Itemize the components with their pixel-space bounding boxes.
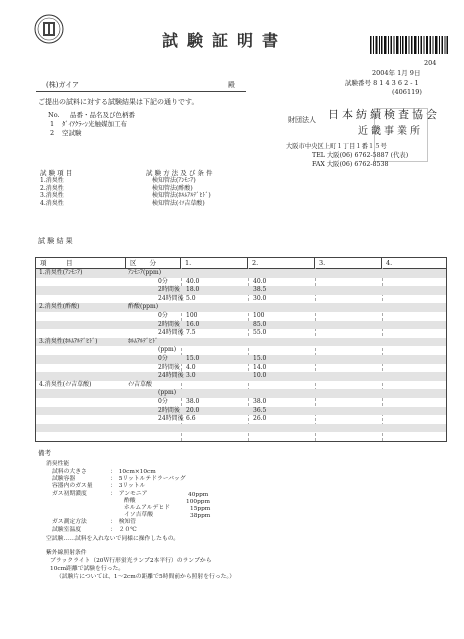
table-row [36,372,446,381]
test-item: 4.消臭性 [40,199,64,207]
cell-div: 2時間後 [158,363,180,371]
cell-c2: 26.0 [253,415,267,423]
remarks-title: 備考 [38,449,51,457]
table-row [36,364,446,373]
remark-label: 容器内のガス量 [52,483,93,490]
tests-item-header: 試 験 項 目 [40,169,73,177]
cell-c1: 7.5 [186,329,196,337]
cell-item: 2.消臭性(酢酸) [39,303,80,311]
cell-c2: 40.0 [253,277,267,285]
table-row [36,269,446,278]
table-row [36,415,446,424]
sub-number: (406119) [392,88,422,96]
remark-label: 試験容器 [52,476,76,483]
header-division: 区 分 [126,258,181,268]
remark-value: 酢酸 [124,497,136,504]
cell-c2: 36.5 [253,406,267,414]
results-body [36,269,446,441]
table-row [36,303,446,312]
cell-div: 0分 [158,311,168,319]
results-header-row [36,258,446,269]
remark-value: ： 検知管 [110,519,137,526]
table-row [36,432,446,441]
remark-value: ： 5リットルテドラーバッグ [110,476,186,483]
header-item: 項 目 [36,258,126,268]
test-item: 1.消臭性 [40,177,64,184]
cell-div: ｲｿ吉草酸 [128,380,153,388]
issuer-fax: FAX 大阪(06) 6762-8538 [312,161,389,168]
cell-div: 2時間後 [158,406,180,414]
remark-label: ガス初期濃度 [52,490,87,497]
deodorization-title: 消臭性能 [46,461,70,467]
conc-ammonia: 40ppm [188,492,209,498]
cell-div: 24時間後 [158,415,184,423]
cell-div: ﾎﾙﾑｱﾙﾃﾞﾋﾄﾞ [128,337,159,345]
results-table [35,257,447,442]
cell-div: 0分 [158,277,168,285]
cell-div: (ppm) [158,346,177,354]
table-row [36,312,446,321]
tests-method-header: 試 験 方 法 及 び 条 件 [146,169,213,177]
table-row [36,295,446,304]
remark-value: ： アンモニア [110,490,148,497]
test-method: 検知管法(酢酸) [152,184,193,192]
issuer-org: 日本紡績検査協会 [328,108,440,121]
cell-c2: 15.0 [253,354,267,362]
cell-c2: 14.0 [253,363,267,371]
cell-c1: 18.0 [186,286,200,294]
test-item: 2.消臭性 [40,184,64,192]
cell-item: 4.消臭性(ｲｿ吉草酸) [39,380,92,388]
cell-c2: 38.5 [253,286,267,294]
results-title: 試 験 結 果 [38,237,73,245]
cell-c2: 10.0 [253,372,267,380]
issuer-address: 大阪市中央区上町１丁目１番１５号 [286,143,387,150]
table-row [36,407,446,416]
table-row [36,321,446,330]
table-row [36,355,446,364]
test-method: 検知管法(ｲｿ吉草酸) [152,199,205,207]
uv-line-3: （試験片については、1～2cmの距離で5時間前から照射を行った。） [56,574,236,580]
cell-div: 0分 [158,354,168,362]
issuer-tel: TEL 大阪(06) 6762-5887 (代表) [312,152,409,159]
client-name: (株)ガイア [46,81,80,89]
conc-formaldehyde: 15ppm [190,506,211,512]
cell-c2: 85.0 [253,320,267,328]
remark-label: 試料の大きさ [52,469,87,475]
sample-name-2: 空試験 [62,129,82,137]
cell-c1: 20.0 [186,406,200,414]
header-col3: 3. [315,258,382,268]
table-row [36,424,446,433]
cell-div: 2時間後 [158,286,180,294]
remark-value: ： 10cm×10cm [110,469,156,475]
header-col4: 4. [386,259,393,267]
cell-div: 酢酸(ppm) [128,303,159,311]
cell-c1: 15.0 [186,354,200,362]
issuer-branch: 近畿事業所 [358,126,423,137]
uv-line-1: ブラックライト（20Ｗ行形蛍光ランプ2本平行）のランプから [50,558,212,564]
cell-c2: 55.0 [253,329,267,337]
conc-acetic: 100ppm [186,499,210,505]
test-method: 検知管法(ｱﾝﾓﾆｱ) [152,177,196,184]
cell-c1: 4.0 [186,363,196,371]
doc-code: 204 [424,59,437,67]
remark-value: ホルムアルデヒド [124,505,170,511]
barcode-icon [370,36,448,54]
cell-c1: 3.0 [186,372,196,380]
issuer-prefix: 財団法人 [288,116,316,124]
issue-date: 2004年 1月 9日 [372,69,421,77]
table-row [36,338,446,347]
seal-logo-icon [34,14,64,44]
header-col2: 2. [248,258,315,268]
table-row [36,278,446,287]
cell-div: 24時間後 [158,372,184,380]
sample-name-1: ﾀﾞｲｱｸﾗｰﾝ光触媒加工布 [62,120,127,128]
cell-div: ｱﾝﾓﾆｱ(ppm) [128,269,162,276]
test-item: 3.消臭性 [40,192,64,199]
table-row [36,389,446,398]
test-number: 試験番号 8 1 4 3 6 2 - 1 [345,79,419,87]
remark-value: ： 3リットル [110,483,146,490]
cell-c1: 5.0 [186,294,196,302]
remark-label: ガス測定方法 [52,519,87,526]
cell-c2: 38.0 [253,397,267,405]
cell-item: 1.消臭性(ｱﾝﾓﾆｱ) [39,269,83,276]
remark-value: ： ２０℃ [110,526,137,533]
test-method: 検知管法(ﾎﾙﾑｱﾙﾃﾞﾋﾄﾞ) [152,192,211,199]
uv-line-2: 10cm距離で試験を行った。 [50,566,125,572]
cell-c2: 100 [253,311,265,319]
cell-div: 0分 [158,397,168,405]
sample-no-1: 1 [50,120,55,128]
cell-div: 2時間後 [158,320,180,328]
blank-note: 空試験……試料を入れないで同様に操作したもの。 [46,536,180,542]
sample-no-2: 2 [50,129,55,137]
sample-header: 品番・品名及び色柄番 [70,111,135,119]
remark-label: 試験室温度 [52,526,81,533]
cell-c1: 100 [186,311,198,319]
cell-c2: 30.0 [253,294,267,302]
table-row [36,398,446,407]
cell-c1: 38.0 [186,397,200,405]
header-col1: 1. [181,258,248,268]
cell-c1: 40.0 [186,277,200,285]
cell-c1: 6.6 [186,415,196,423]
cell-c1: 16.0 [186,320,200,328]
table-row [36,381,446,390]
uv-title: 紫外線照射条件 [46,550,87,556]
conc-isovaleric: 38ppm [190,513,211,519]
intro-text: ご提出の試料に対する試験結果は下記の通りです。 [38,98,199,106]
remark-value: イソ吉草酸 [124,512,153,519]
table-row [36,329,446,338]
table-row [36,286,446,295]
document-title: 試験証明書 [162,31,288,50]
sample-no-label: No. [48,111,60,119]
table-row [36,346,446,355]
cell-item: 3.消臭性(ﾎﾙﾑｱﾙﾃﾞﾋﾄﾞ) [39,337,98,345]
cell-div: 24時間後 [158,294,184,302]
cell-div: (ppm) [158,389,177,397]
cell-div: 24時間後 [158,329,184,337]
client-honorific: 殿 [228,81,235,89]
